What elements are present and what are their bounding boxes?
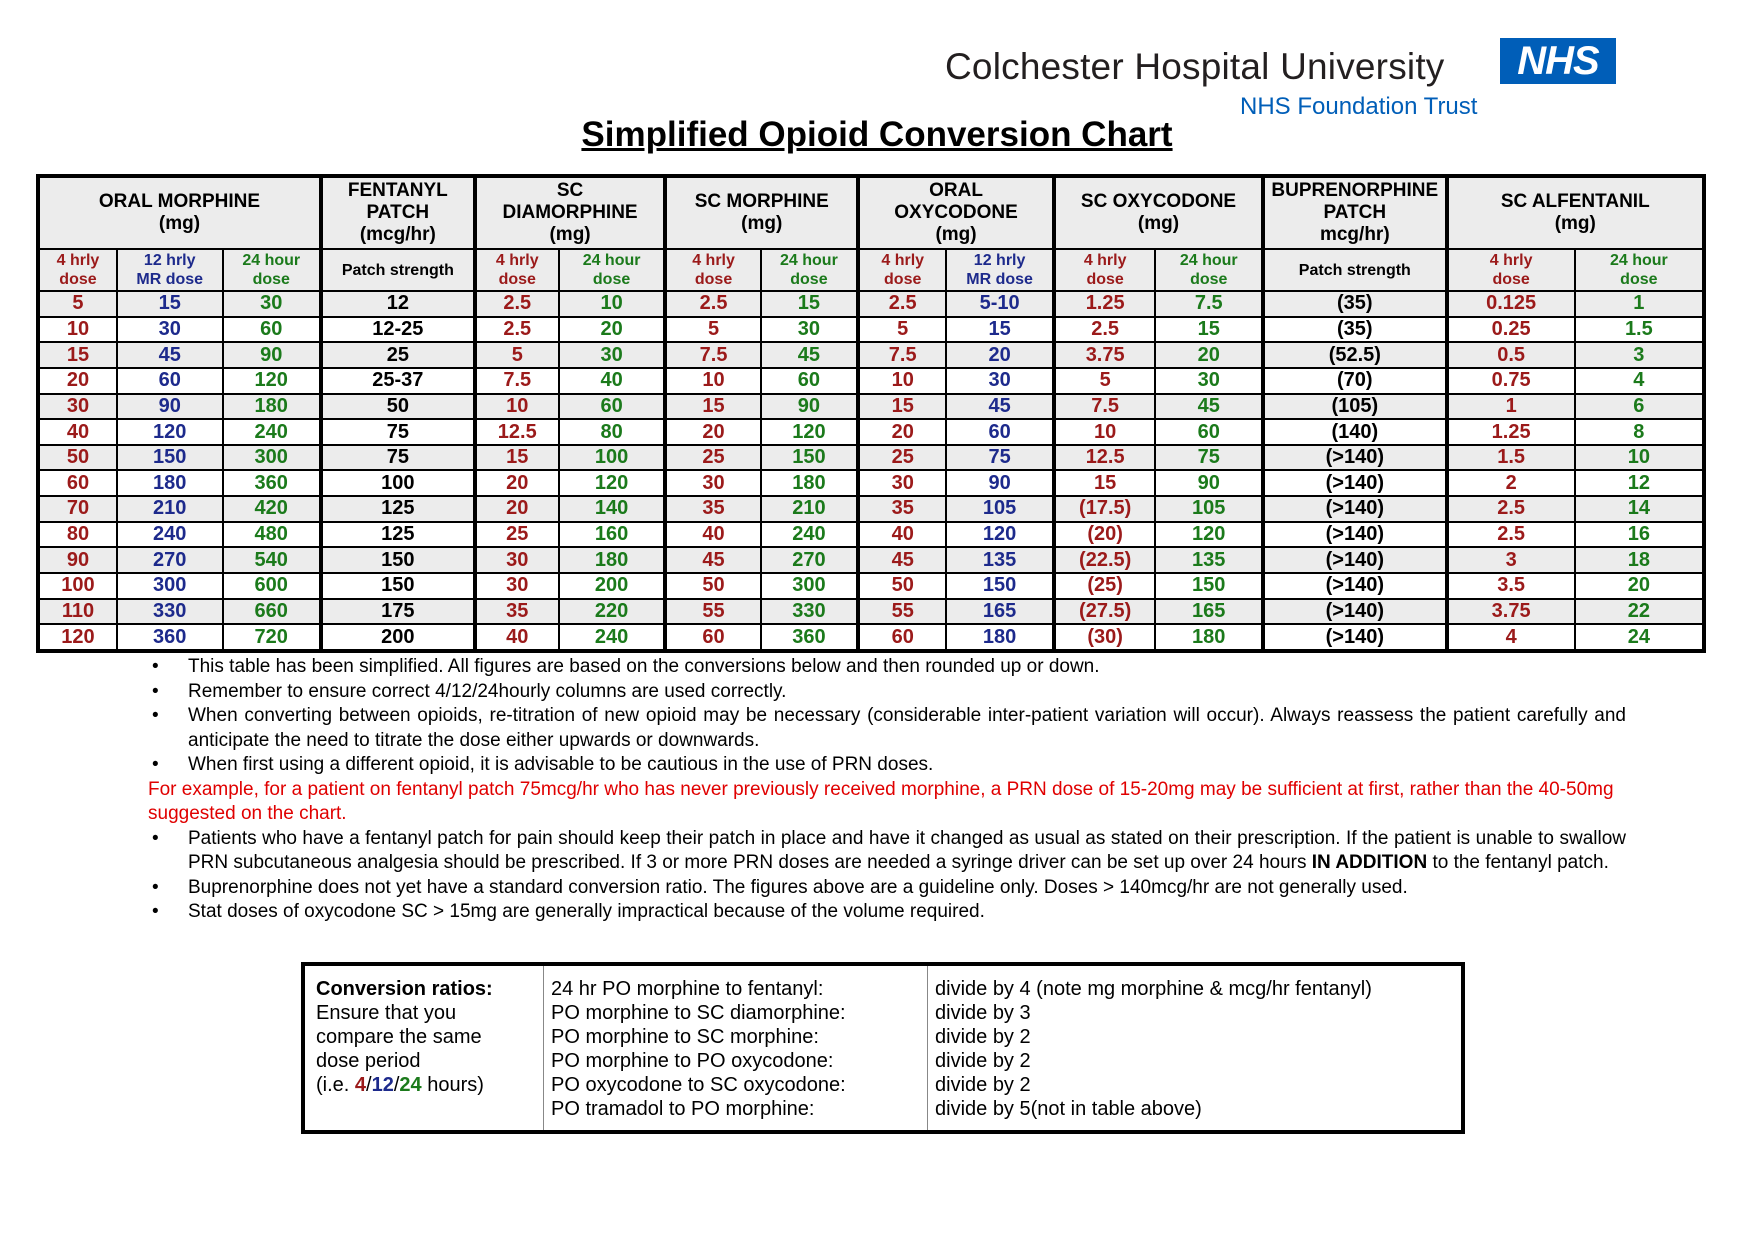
conversion-ratios-box bbox=[301, 962, 1465, 1134]
column-subheader: 24 hour dose bbox=[559, 249, 666, 291]
table-cell: 15 bbox=[946, 317, 1054, 343]
table-cell: 1.5 bbox=[1575, 317, 1704, 343]
table-cell: 2.5 bbox=[1447, 522, 1575, 548]
table-cell: 165 bbox=[946, 599, 1054, 625]
table-cell: 2.5 bbox=[475, 317, 559, 343]
table-cell: 2.5 bbox=[858, 291, 946, 317]
table-cell: 4 bbox=[1447, 624, 1575, 651]
table-cell: 15 bbox=[1155, 317, 1263, 343]
table-cell: 10 bbox=[475, 394, 559, 420]
table-cell: 300 bbox=[117, 573, 223, 599]
table-cell: 5 bbox=[665, 317, 760, 343]
table-cell: 12.5 bbox=[1054, 445, 1155, 471]
table-cell: 0.125 bbox=[1447, 291, 1575, 317]
column-subheader: Patch strength bbox=[321, 249, 475, 291]
table-cell: 15 bbox=[665, 394, 760, 420]
table-cell: (30) bbox=[1054, 624, 1155, 651]
column-subheader: 24 hour dose bbox=[1155, 249, 1263, 291]
table-cell: 7.5 bbox=[1155, 291, 1263, 317]
table-cell: 40 bbox=[858, 522, 946, 548]
table-cell: 90 bbox=[223, 342, 321, 368]
table-cell: 16 bbox=[1575, 522, 1704, 548]
group-header: SC OXYCODONE (mg) bbox=[1054, 176, 1263, 249]
note-item: • Buprenorphine does not yet have a standard conversion ratio. The figures above are a guideline only. Doses > 140mcg/hr are not generally used. bbox=[148, 876, 1626, 901]
table-cell: 100 bbox=[38, 573, 117, 599]
table-cell: 330 bbox=[117, 599, 223, 625]
conversion-label: PO tramadol to PO morphine: bbox=[551, 1098, 815, 1120]
table-cell: 60 bbox=[761, 368, 858, 394]
table-cell: 20 bbox=[38, 368, 117, 394]
table-cell: 1 bbox=[1447, 394, 1575, 420]
table-cell: 90 bbox=[38, 547, 117, 573]
nhs-logo: NHS bbox=[1500, 38, 1616, 84]
group-header: SC MORPHINE (mg) bbox=[665, 176, 858, 249]
table-cell: 90 bbox=[761, 394, 858, 420]
table-cell: 50 bbox=[38, 445, 117, 471]
table-cell: 160 bbox=[559, 522, 666, 548]
table-cell: 2 bbox=[1447, 470, 1575, 496]
table-cell: 30 bbox=[1155, 368, 1263, 394]
table-cell: 120 bbox=[1155, 522, 1263, 548]
table-cell: (>140) bbox=[1263, 445, 1447, 471]
table-cell: 0.5 bbox=[1447, 342, 1575, 368]
table-cell: 60 bbox=[665, 624, 760, 651]
table-cell: 70 bbox=[38, 496, 117, 522]
table-cell: 45 bbox=[1155, 394, 1263, 420]
table-cell: 20 bbox=[1155, 342, 1263, 368]
table-cell: 240 bbox=[117, 522, 223, 548]
table-cell: 100 bbox=[559, 445, 666, 471]
conversion-factor: divide by 2 bbox=[935, 1026, 1031, 1048]
table-cell: 45 bbox=[761, 342, 858, 368]
table-cell: 60 bbox=[117, 368, 223, 394]
table-cell: 240 bbox=[559, 624, 666, 651]
table-cell: 12.5 bbox=[475, 419, 559, 445]
table-cell: 210 bbox=[117, 496, 223, 522]
column-subheader: 4 hrly dose bbox=[665, 249, 760, 291]
column-subheader: 4 hrly dose bbox=[475, 249, 559, 291]
table-cell: (>140) bbox=[1263, 496, 1447, 522]
table-cell: 330 bbox=[761, 599, 858, 625]
table-cell: 105 bbox=[946, 496, 1054, 522]
table-cell: 12-25 bbox=[321, 317, 475, 343]
bullet-icon: • bbox=[152, 680, 159, 702]
column-subheader: 24 hour dose bbox=[223, 249, 321, 291]
table-cell: 60 bbox=[858, 624, 946, 651]
table-cell: 25 bbox=[858, 445, 946, 471]
table-cell: 270 bbox=[117, 547, 223, 573]
notes-list bbox=[148, 655, 1626, 925]
table-cell: 22 bbox=[1575, 599, 1704, 625]
table-cell: 150 bbox=[1155, 573, 1263, 599]
table-cell: 12 bbox=[1575, 470, 1704, 496]
table-cell: 240 bbox=[223, 419, 321, 445]
example-note: For example, for a patient on fentanyl patch 75mcg/hr who has never previously received morphine, a PRN dose of 15-20mg may be sufficient at first, rather than the 40-50mg suggested on the chart. bbox=[148, 778, 1614, 824]
table-cell: (70) bbox=[1263, 368, 1447, 394]
table-cell: 360 bbox=[223, 470, 321, 496]
table-cell: 20 bbox=[1575, 573, 1704, 599]
note-item: • This table has been simplified. All figures are based on the conversions below and then rounded up or down. bbox=[148, 655, 1626, 680]
table-cell: 2.5 bbox=[1447, 496, 1575, 522]
table-cell: 90 bbox=[117, 394, 223, 420]
table-cell: 45 bbox=[665, 547, 760, 573]
table-cell: 30 bbox=[665, 470, 760, 496]
column-subheader: 12 hrly MR dose bbox=[946, 249, 1054, 291]
table-cell: 150 bbox=[117, 445, 223, 471]
table-cell: (>140) bbox=[1263, 573, 1447, 599]
table-cell: 50 bbox=[858, 573, 946, 599]
table-cell: 210 bbox=[761, 496, 858, 522]
table-cell: 75 bbox=[1155, 445, 1263, 471]
table-cell: 7.5 bbox=[665, 342, 760, 368]
table-cell: 360 bbox=[761, 624, 858, 651]
table-cell: 5 bbox=[475, 342, 559, 368]
table-cell: 120 bbox=[223, 368, 321, 394]
table-cell: 7.5 bbox=[1054, 394, 1155, 420]
table-cell: 50 bbox=[665, 573, 760, 599]
table-cell: 40 bbox=[559, 368, 666, 394]
conversion-label: 24 hr PO morphine to fentanyl: bbox=[551, 978, 824, 1000]
table-cell: 600 bbox=[223, 573, 321, 599]
table-row bbox=[38, 419, 1704, 445]
table-cell: 3 bbox=[1575, 342, 1704, 368]
hospital-logo bbox=[945, 38, 1635, 118]
table-cell: 60 bbox=[223, 317, 321, 343]
column-subheader: Patch strength bbox=[1263, 249, 1447, 291]
table-cell: 80 bbox=[38, 522, 117, 548]
table-cell: 180 bbox=[946, 624, 1054, 651]
conversion-label: PO morphine to SC morphine: bbox=[551, 1026, 819, 1048]
table-cell: 75 bbox=[321, 419, 475, 445]
column-subheader: 4 hrly dose bbox=[1447, 249, 1575, 291]
table-cell: 2.5 bbox=[1054, 317, 1155, 343]
table-cell: (>140) bbox=[1263, 624, 1447, 651]
table-cell: (>140) bbox=[1263, 522, 1447, 548]
group-header: SC ALFENTANIL (mg) bbox=[1447, 176, 1704, 249]
table-cell: 10 bbox=[559, 291, 666, 317]
table-cell: 1.5 bbox=[1447, 445, 1575, 471]
table-cell: 200 bbox=[321, 624, 475, 651]
table-cell: 7.5 bbox=[475, 368, 559, 394]
table-cell: 5 bbox=[858, 317, 946, 343]
table-cell: 125 bbox=[321, 522, 475, 548]
column-subheader: 4 hrly dose bbox=[38, 249, 117, 291]
table-cell: (22.5) bbox=[1054, 547, 1155, 573]
table-cell: 120 bbox=[946, 522, 1054, 548]
table-cell: 1.25 bbox=[1054, 291, 1155, 317]
table-cell: 25 bbox=[321, 342, 475, 368]
bullet-icon: • bbox=[152, 754, 159, 775]
table-cell: 25 bbox=[475, 522, 559, 548]
table-cell: 175 bbox=[321, 599, 475, 625]
table-cell: 5 bbox=[38, 291, 117, 317]
table-cell: 2.5 bbox=[665, 291, 760, 317]
table-cell: 25 bbox=[665, 445, 760, 471]
ratios-heading: Conversion ratios: bbox=[316, 978, 493, 1000]
table-cell: 90 bbox=[1155, 470, 1263, 496]
bullet-icon: • bbox=[152, 901, 159, 922]
table-cell: 40 bbox=[38, 419, 117, 445]
table-cell: 15 bbox=[761, 291, 858, 317]
table-cell: (>140) bbox=[1263, 547, 1447, 573]
table-row bbox=[38, 496, 1704, 522]
table-cell: 30 bbox=[38, 394, 117, 420]
table-cell: 220 bbox=[559, 599, 666, 625]
table-cell: 3 bbox=[1447, 547, 1575, 573]
table-row bbox=[38, 547, 1704, 573]
ratios-left-column bbox=[316, 977, 546, 1097]
table-cell: 30 bbox=[858, 470, 946, 496]
left-line: Ensure that you bbox=[316, 1002, 457, 1024]
table-cell: (35) bbox=[1263, 317, 1447, 343]
conversion-label: PO morphine to SC diamorphine: bbox=[551, 1002, 846, 1024]
table-cell: 30 bbox=[559, 342, 666, 368]
table-cell: 90 bbox=[946, 470, 1054, 496]
table-cell: 120 bbox=[761, 419, 858, 445]
table-cell: 120 bbox=[559, 470, 666, 496]
group-header: ORAL OXYCODONE (mg) bbox=[858, 176, 1054, 249]
note-item: • Patients who have a fentanyl patch for pain should keep their patch in place and have it changed as usual as stated on their prescription. If the patient is unable to swallow PRN subcutaneous analgesia should be prescribed. If 3 or more PRN doses are needed a syringe driver can be set up over 24 hours IN ADDITION to the fentanyl patch. bbox=[152, 827, 1626, 873]
conversion-factor: divide by 5(not in table above) bbox=[935, 1098, 1202, 1120]
table-cell: 180 bbox=[117, 470, 223, 496]
table-cell: 20 bbox=[858, 419, 946, 445]
table-cell: 60 bbox=[1155, 419, 1263, 445]
table-cell: 18 bbox=[1575, 547, 1704, 573]
table-cell: 25-37 bbox=[321, 368, 475, 394]
column-subheader: 4 hrly dose bbox=[1054, 249, 1155, 291]
note-item: • When first using a different opioid, it is advisable to be cautious in the use of PRN doses. bbox=[148, 753, 1626, 778]
ratios-conversions-column bbox=[551, 977, 931, 1121]
table-cell: 80 bbox=[559, 419, 666, 445]
table-cell: 15 bbox=[38, 342, 117, 368]
table-row bbox=[38, 573, 1704, 599]
table-cell: 120 bbox=[117, 419, 223, 445]
conversion-factor: divide by 4 (note mg morphine & mcg/hr fentanyl) bbox=[935, 978, 1372, 1000]
table-cell: 270 bbox=[761, 547, 858, 573]
table-cell: 45 bbox=[117, 342, 223, 368]
table-cell: 30 bbox=[946, 368, 1054, 394]
table-cell: 60 bbox=[38, 470, 117, 496]
table-cell: 360 bbox=[117, 624, 223, 651]
table-cell: (20) bbox=[1054, 522, 1155, 548]
group-header: FENTANYL PATCH (mcg/hr) bbox=[321, 176, 475, 249]
table-cell: 7.5 bbox=[858, 342, 946, 368]
table-cell: 55 bbox=[858, 599, 946, 625]
table-cell: 540 bbox=[223, 547, 321, 573]
table-cell: 50 bbox=[321, 394, 475, 420]
table-cell: (>140) bbox=[1263, 599, 1447, 625]
table-cell: (35) bbox=[1263, 291, 1447, 317]
table-cell: 35 bbox=[858, 496, 946, 522]
table-cell: (52.5) bbox=[1263, 342, 1447, 368]
column-subheader: 24 hour dose bbox=[761, 249, 858, 291]
table-cell: 1 bbox=[1575, 291, 1704, 317]
table-cell: 40 bbox=[665, 522, 760, 548]
table-cell: (105) bbox=[1263, 394, 1447, 420]
group-header: SC DIAMORPHINE (mg) bbox=[475, 176, 666, 249]
table-cell: 135 bbox=[1155, 547, 1263, 573]
table-cell: 720 bbox=[223, 624, 321, 651]
table-cell: 20 bbox=[475, 470, 559, 496]
org-name: Colchester Hospital University bbox=[945, 46, 1445, 87]
table-cell: 5 bbox=[1054, 368, 1155, 394]
table-cell: 75 bbox=[321, 445, 475, 471]
note-item: • When converting between opioids, re-titration of new opioid may be necessary (considerable inter-patient variation will occur). Always reassess the patient carefully and anticipate the need to titrate the dose either upwards or downwards. bbox=[152, 705, 1626, 751]
table-cell: 150 bbox=[321, 547, 475, 573]
group-header: BUPRENORPHINE PATCH mcg/hr) bbox=[1263, 176, 1447, 249]
table-cell: 30 bbox=[475, 547, 559, 573]
table-row bbox=[38, 291, 1704, 317]
table-cell: 45 bbox=[858, 547, 946, 573]
table-cell: (17.5) bbox=[1054, 496, 1155, 522]
note-item: • Remember to ensure correct 4/12/24hourly columns are used correctly. bbox=[148, 680, 1626, 705]
table-cell: (25) bbox=[1054, 573, 1155, 599]
table-row bbox=[38, 342, 1704, 368]
table-cell: 300 bbox=[761, 573, 858, 599]
table-cell: 0.25 bbox=[1447, 317, 1575, 343]
table-cell: 24 bbox=[1575, 624, 1704, 651]
bullet-icon: • bbox=[152, 705, 159, 726]
note-item: • Stat doses of oxycodone SC > 15mg are generally impractical because of the volume required. bbox=[148, 900, 1626, 925]
conversion-factor: divide by 2 bbox=[935, 1050, 1031, 1072]
bullet-icon: • bbox=[152, 656, 159, 677]
table-cell: 105 bbox=[1155, 496, 1263, 522]
table-cell: 35 bbox=[665, 496, 760, 522]
table-cell: 135 bbox=[946, 547, 1054, 573]
table-row bbox=[38, 599, 1704, 625]
table-cell: 30 bbox=[475, 573, 559, 599]
table-cell: 10 bbox=[1575, 445, 1704, 471]
table-cell: 10 bbox=[1054, 419, 1155, 445]
column-subheader: 24 hour dose bbox=[1575, 249, 1704, 291]
table-row bbox=[38, 522, 1704, 548]
table-cell: (>140) bbox=[1263, 470, 1447, 496]
table-cell: 110 bbox=[38, 599, 117, 625]
table-cell: 6 bbox=[1575, 394, 1704, 420]
dose-period-example: (i.e. 4/12/24 hours) bbox=[316, 1074, 484, 1096]
table-cell: 180 bbox=[559, 547, 666, 573]
conversion-label: PO oxycodone to SC oxycodone: bbox=[551, 1074, 846, 1096]
table-cell: 15 bbox=[475, 445, 559, 471]
conversion-table bbox=[36, 174, 1706, 653]
table-cell: 100 bbox=[321, 470, 475, 496]
table-cell: 35 bbox=[475, 599, 559, 625]
table-cell: 20 bbox=[475, 496, 559, 522]
conversion-factor: divide by 3 bbox=[935, 1002, 1031, 1024]
table-cell: 660 bbox=[223, 599, 321, 625]
table-cell: 55 bbox=[665, 599, 760, 625]
table-cell: 20 bbox=[559, 317, 666, 343]
table-row bbox=[38, 445, 1704, 471]
table-cell: 20 bbox=[665, 419, 760, 445]
table-row bbox=[38, 624, 1704, 651]
table-cell: 125 bbox=[321, 496, 475, 522]
table-cell: 3.75 bbox=[1054, 342, 1155, 368]
table-cell: 300 bbox=[223, 445, 321, 471]
left-line: dose period bbox=[316, 1050, 421, 1072]
table-cell: 30 bbox=[223, 291, 321, 317]
table-cell: 180 bbox=[223, 394, 321, 420]
table-cell: 2.5 bbox=[475, 291, 559, 317]
table-cell: 3.5 bbox=[1447, 573, 1575, 599]
table-row bbox=[38, 317, 1704, 343]
trust-name: NHS Foundation Trust bbox=[1240, 93, 1478, 120]
table-row bbox=[38, 394, 1704, 420]
table-cell: 200 bbox=[559, 573, 666, 599]
table-cell: 150 bbox=[946, 573, 1054, 599]
table-cell: (140) bbox=[1263, 419, 1447, 445]
table-cell: 30 bbox=[117, 317, 223, 343]
table-cell: 60 bbox=[559, 394, 666, 420]
table-row bbox=[38, 368, 1704, 394]
table-cell: 4 bbox=[1575, 368, 1704, 394]
table-cell: 240 bbox=[761, 522, 858, 548]
table-cell: 150 bbox=[321, 573, 475, 599]
table-cell: 45 bbox=[946, 394, 1054, 420]
bullet-icon: • bbox=[152, 827, 159, 849]
table-cell: 40 bbox=[475, 624, 559, 651]
table-cell: 20 bbox=[946, 342, 1054, 368]
table-cell: 8 bbox=[1575, 419, 1704, 445]
table-cell: 140 bbox=[559, 496, 666, 522]
table-cell: 12 bbox=[321, 291, 475, 317]
table-cell: 60 bbox=[946, 419, 1054, 445]
bullet-icon: • bbox=[152, 876, 159, 898]
table-cell: 30 bbox=[761, 317, 858, 343]
table-cell: 3.75 bbox=[1447, 599, 1575, 625]
left-line: compare the same bbox=[316, 1026, 482, 1048]
table-cell: 5-10 bbox=[946, 291, 1054, 317]
table-row bbox=[38, 470, 1704, 496]
table-cell: 165 bbox=[1155, 599, 1263, 625]
conversion-factor: divide by 2 bbox=[935, 1074, 1031, 1096]
table-cell: 180 bbox=[1155, 624, 1263, 651]
table-cell: 1.25 bbox=[1447, 419, 1575, 445]
table-cell: 0.75 bbox=[1447, 368, 1575, 394]
table-cell: 15 bbox=[858, 394, 946, 420]
table-cell: 10 bbox=[858, 368, 946, 394]
table-cell: 10 bbox=[38, 317, 117, 343]
table-cell: (27.5) bbox=[1054, 599, 1155, 625]
table-cell: 480 bbox=[223, 522, 321, 548]
column-subheader: 12 hrly MR dose bbox=[117, 249, 223, 291]
table-cell: 150 bbox=[761, 445, 858, 471]
table-cell: 75 bbox=[946, 445, 1054, 471]
column-subheader: 4 hrly dose bbox=[858, 249, 946, 291]
table-cell: 14 bbox=[1575, 496, 1704, 522]
table-cell: 15 bbox=[117, 291, 223, 317]
table-cell: 420 bbox=[223, 496, 321, 522]
page-title: Simplified Opioid Conversion Chart bbox=[581, 115, 1173, 154]
ratios-factors-column bbox=[935, 977, 1455, 1121]
table-cell: 180 bbox=[761, 470, 858, 496]
table-cell: 10 bbox=[665, 368, 760, 394]
conversion-label: PO morphine to PO oxycodone: bbox=[551, 1050, 834, 1072]
table-cell: 15 bbox=[1054, 470, 1155, 496]
table-cell: 120 bbox=[38, 624, 117, 651]
group-header: ORAL MORPHINE (mg) bbox=[38, 176, 321, 249]
